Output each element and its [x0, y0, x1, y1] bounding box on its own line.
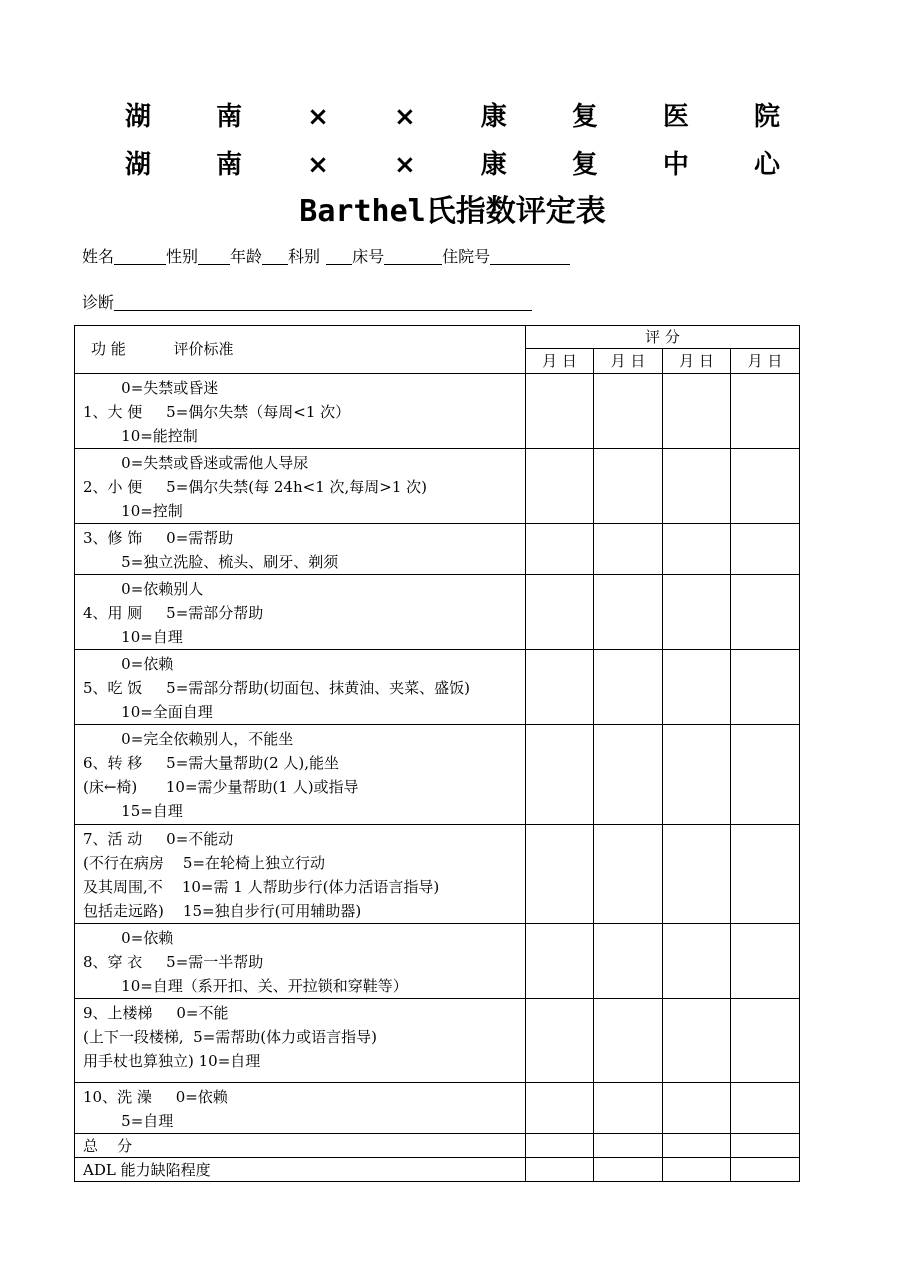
score-cell[interactable] [663, 1134, 731, 1158]
sex-field[interactable] [198, 248, 230, 265]
score-cell[interactable] [594, 999, 663, 1083]
score-cell[interactable] [731, 524, 800, 575]
item-row [75, 825, 800, 924]
item-row [75, 524, 800, 575]
item-row [75, 650, 800, 725]
criteria-line: 5=自理 [83, 1112, 174, 1130]
criteria-line: 10=自理 [83, 628, 183, 646]
score-cell[interactable] [594, 575, 663, 650]
diagnosis-line [82, 290, 532, 313]
score-cell[interactable] [594, 449, 663, 524]
score-cell[interactable] [663, 1158, 731, 1182]
date-header: 月 日 [731, 349, 800, 374]
criteria-line: (上下一段楼梯, 5=需帮助(体力或语言指导) [83, 1028, 377, 1046]
score-cell[interactable] [663, 999, 731, 1083]
score-cell[interactable] [663, 924, 731, 999]
criteria-line: 1、大 便 5=偶尔失禁（每周<1 次） [83, 403, 351, 421]
criteria-line: (不行在病房 5=在轮椅上独立行动 [83, 854, 326, 872]
score-cell[interactable] [731, 825, 800, 924]
score-cell[interactable] [663, 524, 731, 575]
score-cell[interactable] [731, 1134, 800, 1158]
item-row [75, 999, 800, 1083]
criteria-line: 2、小 便 5=偶尔失禁(每 24h<1 次,每周>1 次) [83, 478, 428, 496]
score-cell[interactable] [731, 575, 800, 650]
item-criteria [75, 449, 526, 524]
name-label: 姓名 [82, 247, 115, 266]
score-cell[interactable] [731, 725, 800, 825]
score-cell[interactable] [526, 999, 594, 1083]
score-cell[interactable] [526, 650, 594, 725]
criteria-line: 4、用 厕 5=需部分帮助 [83, 604, 264, 622]
score-cell[interactable] [594, 374, 663, 449]
item-criteria [75, 1083, 526, 1134]
criteria-line: 10=能控制 [83, 427, 198, 445]
criteria-line: 10=全面自理 [83, 703, 213, 721]
age-field[interactable] [262, 248, 288, 265]
age-label: 年龄 [230, 247, 263, 266]
score-cell[interactable] [594, 1158, 663, 1182]
diagnosis-field[interactable] [114, 294, 532, 311]
item-row [75, 449, 800, 524]
score-cell[interactable] [663, 825, 731, 924]
dept-field[interactable] [326, 248, 352, 265]
score-cell[interactable] [594, 825, 663, 924]
adl-row [75, 1158, 800, 1182]
score-cell[interactable] [731, 374, 800, 449]
sex-label: 性别 [166, 247, 199, 266]
item-row [75, 575, 800, 650]
item-row [75, 725, 800, 825]
item-criteria [75, 725, 526, 825]
score-cell[interactable] [731, 449, 800, 524]
bed-field[interactable] [384, 248, 442, 265]
score-cell[interactable] [731, 650, 800, 725]
criteria-line: (床←椅) 10=需少量帮助(1 人)或指导 [83, 778, 359, 796]
form-title [0, 186, 905, 230]
criteria-line: 0=依赖 [83, 929, 174, 947]
date-header: 月 日 [526, 349, 594, 374]
item-criteria [75, 575, 526, 650]
criteria-line: 及其周围,不 10=需 1 人帮助步行(体力活语言指导) [83, 878, 440, 896]
score-header: 评 分 [526, 326, 800, 349]
item-criteria [75, 650, 526, 725]
score-cell[interactable] [526, 1158, 594, 1182]
date-header: 月 日 [594, 349, 663, 374]
score-cell[interactable] [731, 1158, 800, 1182]
hospital-title: 湖 南 × × 康 复 医 院 [125, 102, 808, 132]
diagnosis-label: 诊断 [82, 293, 115, 312]
date-header: 月 日 [663, 349, 731, 374]
score-cell[interactable] [526, 825, 594, 924]
form-title-cn: 氏指数评定表 [425, 194, 606, 229]
criteria-line: 9、上楼梯 0=不能 [83, 1004, 229, 1022]
item-criteria [75, 825, 526, 924]
criteria-line: 6、转 移 5=需大量帮助(2 人),能坐 [83, 754, 340, 772]
criteria-line: 10=自理（系开扣、关、开拉锁和穿鞋等） [83, 977, 408, 995]
score-cell[interactable] [526, 924, 594, 999]
form-title-latin: Barthel [299, 194, 426, 229]
score-cell[interactable] [663, 575, 731, 650]
item-row [75, 374, 800, 449]
score-cell[interactable] [526, 725, 594, 825]
score-cell[interactable] [526, 374, 594, 449]
criteria-line: 10=控制 [83, 502, 183, 520]
criteria-line: 包括走远路) 15=独自步行(可用辅助器) [83, 902, 362, 920]
total-row [75, 1134, 800, 1158]
score-cell[interactable] [526, 449, 594, 524]
score-cell[interactable] [594, 524, 663, 575]
criteria-line: 7、活 动 0=不能动 [83, 830, 234, 848]
barthel-table [74, 325, 800, 1182]
score-cell[interactable] [594, 1134, 663, 1158]
score-cell[interactable] [731, 924, 800, 999]
score-cell[interactable] [526, 575, 594, 650]
func-header: 功 能 评价标准 [75, 326, 526, 374]
score-cell[interactable] [663, 1083, 731, 1134]
item-criteria [75, 524, 526, 575]
criteria-line: 0=失禁或昏迷 [83, 379, 219, 397]
patient-info-line [82, 244, 570, 267]
hospital-no-field[interactable] [490, 248, 570, 265]
score-cell[interactable] [731, 999, 800, 1083]
score-cell[interactable] [663, 449, 731, 524]
criteria-line: 3、修 饰 0=需帮助 [83, 529, 234, 547]
score-cell[interactable] [594, 725, 663, 825]
score-cell[interactable] [526, 1083, 594, 1134]
score-cell[interactable] [731, 1083, 800, 1134]
total-row-label: 总 分 [75, 1134, 526, 1158]
score-cell[interactable] [663, 650, 731, 725]
hospital-no-label: 住院号 [442, 247, 491, 266]
header-row [75, 326, 800, 349]
score-cell[interactable] [663, 374, 731, 449]
criteria-line: 10、洗 澡 0=依赖 [83, 1088, 228, 1106]
score-cell[interactable] [594, 1083, 663, 1134]
item-row [75, 924, 800, 999]
score-cell[interactable] [526, 1134, 594, 1158]
criteria-line: 15=自理 [83, 802, 183, 820]
item-criteria [75, 374, 526, 449]
score-cell[interactable] [594, 924, 663, 999]
score-cell[interactable] [526, 524, 594, 575]
criteria-line: 5=独立洗脸、梳头、刷牙、剃须 [83, 553, 339, 571]
criteria-line: 0=失禁或昏迷或需他人导尿 [83, 454, 309, 472]
criteria-line: 0=依赖别人 [83, 580, 204, 598]
score-cell[interactable] [594, 650, 663, 725]
criteria-line: 用手杖也算独立) 10=自理 [83, 1052, 261, 1070]
adl-row-label: ADL 能力缺陷程度 [75, 1158, 526, 1182]
criteria-line: 8、穿 衣 5=需一半帮助 [83, 953, 264, 971]
item-criteria [75, 924, 526, 999]
score-cell[interactable] [663, 725, 731, 825]
criteria-line: 5、吃 饭 5=需部分帮助(切面包、抹黄油、夹菜、盛饭) [83, 679, 470, 697]
criteria-line: 0=依赖 [83, 655, 174, 673]
dept-label: 科别 [288, 247, 321, 266]
bed-label: 床号 [352, 247, 385, 266]
center-title: 湖 南 × × 康 复 中 心 [125, 150, 808, 180]
item-row [75, 1083, 800, 1134]
item-criteria [75, 999, 526, 1083]
name-field[interactable] [114, 248, 166, 265]
criteria-line: 0=完全依赖别人，不能坐 [83, 730, 294, 748]
